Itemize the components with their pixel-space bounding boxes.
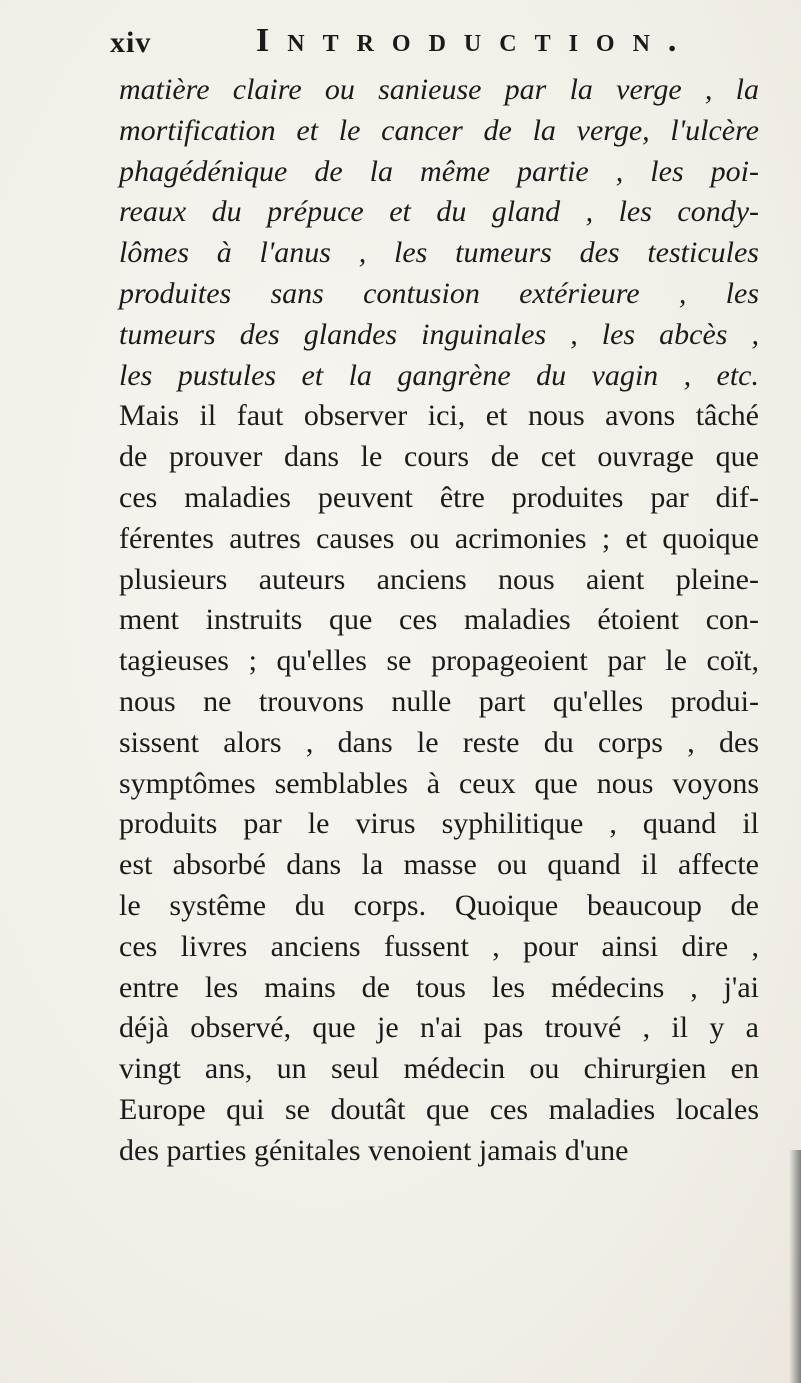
- text-line: plusieurs auteurs anciens nous aient pleine-: [119, 562, 759, 596]
- text-line: des parties génitales venoient jamais d'une: [119, 1133, 629, 1167]
- text-line: ces livres anciens fussent , pour ainsi dire ,: [119, 929, 759, 963]
- text-line: nous ne trouvons nulle part qu'elles produi-: [119, 684, 759, 718]
- text-line: symptômes semblables à ceux que nous voyons: [119, 766, 759, 800]
- page-edge-shadow: [789, 1150, 801, 1383]
- text-line: produites sans contusion extérieure , les: [119, 276, 759, 310]
- text-line: férentes autres causes ou acrimonies ; et quoique: [119, 521, 759, 555]
- text-line: produits par le virus syphilitique , quand il: [119, 807, 759, 841]
- text-line: déjà observé, que je n'ai pas trouvé , il y a: [119, 1011, 759, 1045]
- text-line: les pustules et la gangrène du vagin , etc.: [119, 358, 759, 392]
- page-number: xiv: [110, 26, 152, 59]
- text-line: lômes à l'anus , les tumeurs des testicules: [119, 236, 759, 270]
- text-line: le systême du corps. Quoique beaucoup de: [119, 888, 759, 922]
- text-line: ces maladies peuvent être produites par dif-: [119, 480, 759, 514]
- text-line: Mais il faut observer ici, et nous avons tâché: [119, 399, 759, 433]
- text-line: tagieuses ; qu'elles se propageoient par le coït,: [119, 644, 759, 678]
- text-line: sissent alors , dans le reste du corps , des: [119, 725, 759, 759]
- text-line: entre les mains de tous les médecins , j'ai: [119, 970, 759, 1004]
- body-text: [119, 70, 759, 1172]
- running-title: Introduction.: [256, 22, 695, 59]
- text-line: Europe qui se doutât que ces maladies locales: [119, 1092, 759, 1126]
- text-line: reaux du prépuce et du gland , les condy-: [119, 195, 759, 229]
- text-line: ment instruits que ces maladies étoient con-: [119, 603, 759, 637]
- text-line: est absorbé dans la masse ou quand il affecte: [119, 848, 759, 882]
- text-line: de prouver dans le cours de cet ouvrage que: [119, 440, 759, 474]
- text-line: matière claire ou sanieuse par la verge , la: [119, 73, 759, 106]
- text-line: phagédénique de la même partie , les poi-: [119, 154, 759, 188]
- text-line: mortification et le cancer de la verge, l'ulcère: [119, 113, 759, 147]
- text-line: tumeurs des glandes inguinales , les abcès ,: [119, 317, 759, 351]
- text-line: vingt ans, un seul médecin ou chirurgien en: [119, 1052, 759, 1086]
- page-header: [110, 22, 750, 66]
